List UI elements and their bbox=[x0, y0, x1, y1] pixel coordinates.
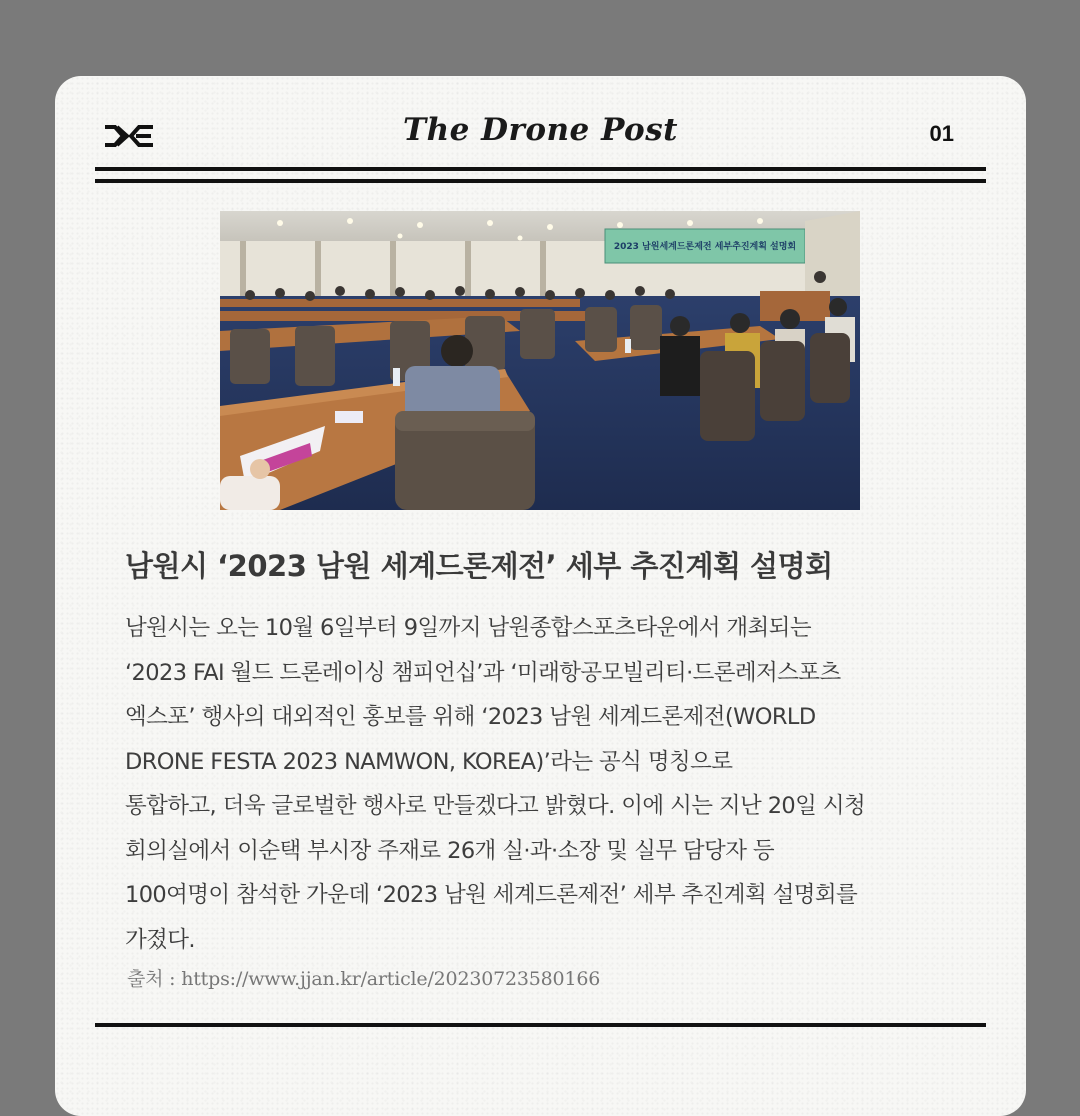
masthead-title: The Drone Post bbox=[403, 112, 678, 148]
header-rule-top bbox=[95, 167, 986, 171]
footer-rule bbox=[95, 1023, 986, 1027]
conference-room-image bbox=[220, 211, 860, 510]
source-link[interactable]: https://www.jjan.kr/article/20230723580166 bbox=[181, 968, 601, 990]
page-number: 01 bbox=[929, 121, 954, 146]
source-label: 출처 : bbox=[127, 968, 182, 990]
header-rule-bottom bbox=[95, 179, 986, 183]
article-source bbox=[127, 964, 600, 991]
article-card bbox=[55, 76, 1026, 1116]
article-photo bbox=[220, 211, 860, 510]
article-body: 남원시는 오는 10월 6일부터 9일까지 남원종합스포츠타운에서 개최되는 ‘2023 FAI 월드 드론레이싱 챔피언십’과 ‘미래항공모빌리티·드론레저스포츠 엑스포’ 행사의 대외적인 홍보를 위해 ‘2023 남원 세계드론제전(WORLD DRONE FESTA 2023 NAMWON, KOREA)’라는 공식 명칭으로 통합하고, 더욱 글로벌한 행사로 만들겠다고 밝혔다. 이에 시는 지난 20일 시청 회의실에서 이순택 부시장 주재로 26개 실·과·소장 및 실무 담당자 등 100여명이 참석한 가운데 ‘2023 남원 세계드론제전’ 세부 추진계획 설명회를 가졌다. bbox=[125, 615, 866, 953]
banner-text: 2023 남원세계드론제전 세부추진계획 설명회 bbox=[613, 242, 797, 252]
article-headline: 남원시 ‘2023 남원 세계드론제전’ 세부 추진계획 설명회 bbox=[125, 549, 833, 583]
